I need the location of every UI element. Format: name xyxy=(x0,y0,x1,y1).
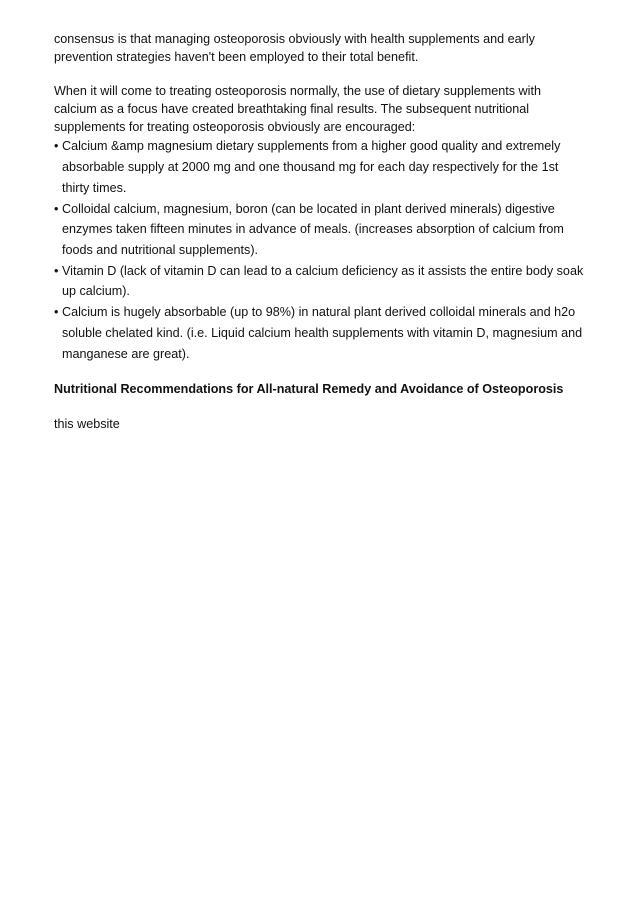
supplement-list xyxy=(54,136,584,364)
paragraph-consensus: consensus is that managing osteoporosis obviously with health supplements and early prevention strategies haven't been employed to their total benefit. xyxy=(54,32,535,65)
bullet-symbol: • xyxy=(54,305,59,320)
website-link[interactable]: this website xyxy=(54,416,120,431)
list-item xyxy=(54,199,584,261)
list-item xyxy=(54,136,584,198)
list-item xyxy=(54,261,584,302)
section-heading: Nutritional Recommendations for All-natural Remedy and Avoidance of Osteoporosis xyxy=(54,382,564,397)
list-item-text: Colloidal calcium, magnesium, boron (can be located in plant derived minerals) digestive enzymes taken fifteen minutes in advance of meals. (increases absorption of calcium from foods and nutritional supplements). xyxy=(62,201,564,257)
bullet-symbol: • xyxy=(54,201,59,216)
document-page xyxy=(54,30,584,433)
paragraph-treatment-intro: When it will come to treating osteoporosis normally, the use of dietary supplements with calcium as a focus have created breathtaking final results. The subsequent nutritional supplements for treating osteoporosis obviously are encouraged: xyxy=(54,83,541,135)
bullet-symbol: • xyxy=(54,263,59,278)
list-item xyxy=(54,302,584,364)
bullet-symbol: • xyxy=(54,139,59,154)
list-item-text: Vitamin D (lack of vitamin D can lead to a calcium deficiency as it assists the entire body soak up calcium). xyxy=(62,263,584,299)
list-item-text: Calcium &amp magnesium dietary supplements from a higher good quality and extremely absorbable supply at 2000 mg and one thousand mg for each day respectively for the 1st thirty times. xyxy=(62,139,561,195)
list-item-text: Calcium is hugely absorbable (up to 98%) in natural plant derived colloidal minerals and h2o soluble chelated kind. (i.e. Liquid calcium health supplements with vitamin D, magnesium and manganese are great). xyxy=(62,305,583,361)
